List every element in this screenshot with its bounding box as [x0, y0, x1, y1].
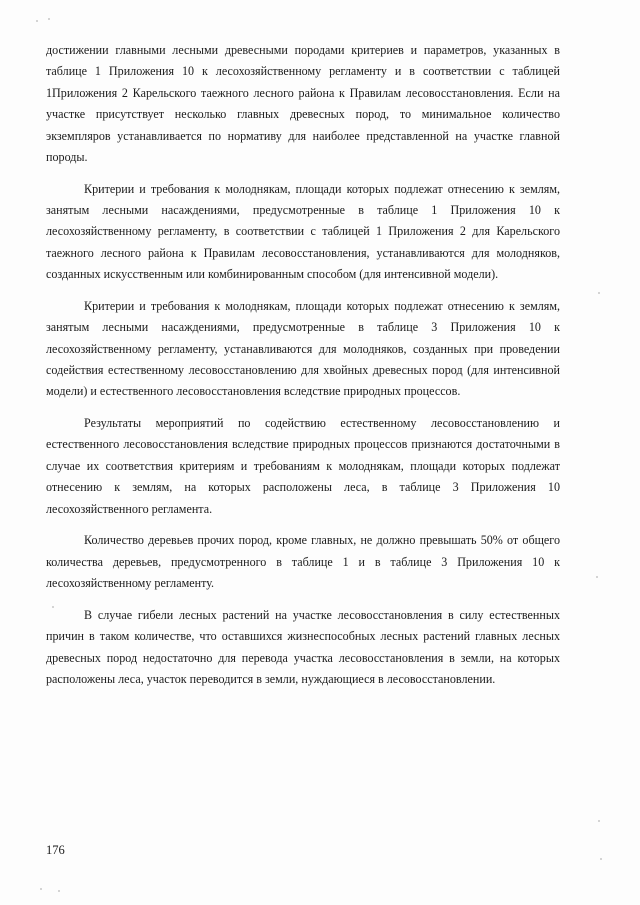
scan-speck — [40, 888, 42, 890]
scan-speck — [36, 20, 38, 22]
paragraph-results: Результаты мероприятий по содействию естественному лесовосстановлению и естественного лесовосстановления вследствие природных процессов признаются достаточными в случае их соответствия критериям и требованиям к молоднякам, площади которых подлежат отнесению к землям, на которых расположены леса, в таблице 3 Приложения 10 лесохозяйственного регламента. — [46, 416, 560, 516]
document-body — [46, 40, 560, 701]
page-number: 176 — [46, 843, 65, 857]
scan-speck — [48, 18, 50, 20]
paragraph-plant-death: В случае гибели лесных растений на участке лесовосстановления в силу естественных причин в таком количестве, что оставшихся жизнеспособных лесных растений главных лесных древесных пород недостаточно для перевода участка лесовосстановления в земли, на которых расположены леса, участок переводится в земли, нуждающиеся в лесовосстановлении. — [46, 607, 560, 686]
scan-speck — [596, 576, 598, 578]
paragraph-criteria-artificial: Критерии и требования к молоднякам, площади которых подлежат отнесению к землям, занятым лесными насаждениями, предусмотренные в таблице 1 Приложения 10 к лесохозяйственному регламенту, в соответствии с таблицей 1 Приложения 2 для Карельского таежного лесного района к Правилам лесовосстановления, устанавливаются для молодняков, созданных искусственным или комбинированным способом (для интенсивной модели). — [46, 181, 560, 282]
scan-speck — [598, 820, 600, 822]
scan-speck — [598, 292, 600, 294]
scan-speck — [52, 606, 54, 608]
paragraph-criteria-natural: Критерии и требования к молоднякам, площади которых подлежат отнесению к землям, занятым лесными насаждениями, предусмотренные в таблице 3 Приложения 10 к лесохозяйственному регламенту, устанавливаются для молодняков, созданных при проведении содействия естественному лесовосстановлению для хвойных древесных пород (для интенсивной модели) и естественного лесовосстановления вследствие природных процессов. — [46, 298, 560, 399]
scan-speck — [600, 858, 602, 860]
paragraph-other-species: Количество деревьев прочих пород, кроме главных, не должно превышать 50% от общего количества деревьев, предусмотренного в таблице 1 и в таблице 3 Приложения 10 к лесохозяйственному регламенту. — [46, 533, 560, 591]
paragraph-continuation: достижении главными лесными древесными породами критериев и параметров, указанных в таблице 1 Приложения 10 к лесохозяйственному регламенту и в соответствии с таблицей 1Приложения 2 Карельского таежного лесного района к Правилам лесовосстановления. Если на участке присутствует несколько главных древесных пород, то минимальное количество экземпляров устанавливается по нормативу для наиболее представленной на участке главной породы. — [46, 43, 560, 165]
scan-speck — [58, 890, 60, 892]
